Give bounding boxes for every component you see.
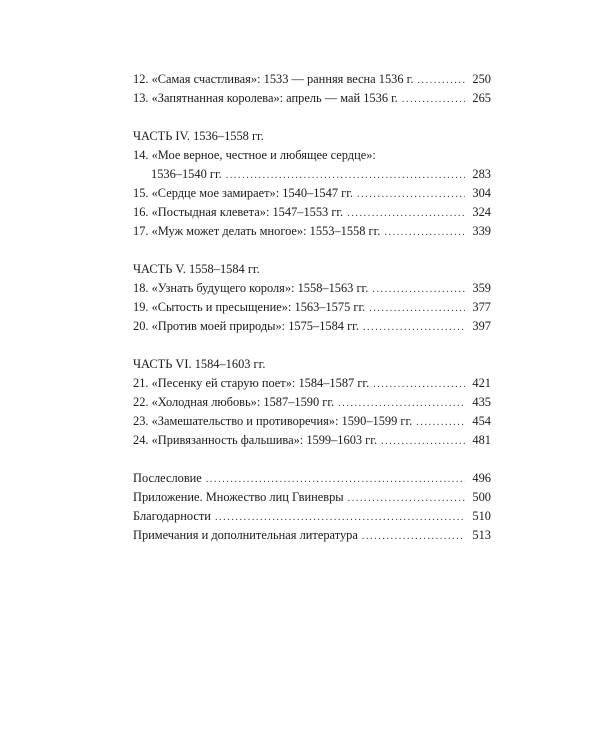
dot-leader (381, 432, 465, 451)
toc-entry-acknowledgements[interactable] (133, 507, 491, 526)
toc-entry-title: 13. «Запятнанная королева»: апрель — май 1536 г. (133, 91, 398, 105)
toc-entry-17[interactable] (133, 222, 491, 241)
toc-entry-page: 435 (472, 395, 491, 409)
toc-entry-title: 16. «Постыдная клевета»: 1547–1553 гг. (133, 205, 344, 219)
dot-leader (416, 413, 465, 432)
toc-entry-21[interactable] (133, 374, 491, 393)
dot-leader (215, 508, 465, 527)
toc-entry-title: Послесловие (133, 471, 202, 485)
toc-entry-title: 15. «Сердце мое замирает»: 1540–1547 гг. (133, 186, 353, 200)
toc-entry-14-line1[interactable] (133, 146, 491, 165)
toc-entry-20[interactable] (133, 317, 491, 336)
dot-leader (417, 71, 465, 90)
part-heading-4: ЧАСТЬ IV. 1536–1558 гг. (133, 129, 264, 143)
dot-leader (363, 318, 465, 337)
toc-entry-appendix[interactable] (133, 488, 491, 507)
toc-entry-title: Благодарности (133, 509, 211, 523)
toc-entry-18[interactable] (133, 279, 491, 298)
toc-entry-title: 17. «Муж может делать многое»: 1553–1558 гг. (133, 224, 381, 238)
part-heading-5: ЧАСТЬ V. 1558–1584 гг. (133, 262, 260, 276)
toc-entry-page: 421 (472, 376, 491, 390)
toc-entry-24[interactable] (133, 431, 491, 450)
dot-leader (384, 223, 465, 242)
dot-leader (347, 204, 465, 223)
toc-entry-14-line2[interactable] (133, 165, 491, 184)
toc-entry-title: 22. «Холодная любовь»: 1587–1590 гг. (133, 395, 335, 409)
toc-entry-title: 14. «Мое верное, честное и любящее сердце»: (133, 148, 376, 162)
toc-entry-page: 265 (472, 91, 491, 105)
toc-entry-page: 510 (472, 509, 491, 523)
dot-leader (226, 166, 465, 185)
toc-entry-title: Приложение. Множество лиц Гвиневры (133, 490, 344, 504)
toc-entry-19[interactable] (133, 298, 491, 317)
toc-entry-13[interactable] (133, 89, 491, 108)
toc-entry-page: 359 (472, 281, 491, 295)
dot-leader (373, 375, 465, 394)
dot-leader (357, 185, 465, 204)
toc-entry-page: 304 (472, 186, 491, 200)
toc-entry-page: 500 (472, 490, 491, 504)
toc-entry-page: 496 (472, 471, 491, 485)
toc-entry-page: 454 (472, 414, 491, 428)
dot-leader (362, 527, 465, 546)
toc-entry-title: 20. «Против моей природы»: 1575–1584 гг. (133, 319, 359, 333)
toc-entry-title: 21. «Песенку ей старую поет»: 1584–1587 гг. (133, 376, 370, 390)
toc-entry-page: 397 (472, 319, 491, 333)
dot-leader (372, 280, 465, 299)
toc-entry-page: 250 (472, 72, 491, 86)
dot-leader (402, 90, 465, 109)
toc-entry-afterword[interactable] (133, 469, 491, 488)
toc-entry-page: 324 (472, 205, 491, 219)
toc-entry-title-continued: 1536–1540 гг. (151, 167, 222, 181)
dot-leader (338, 394, 465, 413)
toc-entry-23[interactable] (133, 412, 491, 431)
toc-entry-title: 24. «Привязанность фальшива»: 1599–1603 гг. (133, 433, 378, 447)
toc-entry-notes[interactable] (133, 526, 491, 545)
toc-entry-title: 19. «Сытость и пресыщение»: 1563–1575 гг. (133, 300, 366, 314)
table-of-contents (133, 70, 491, 545)
toc-entry-title: 18. «Узнать будущего короля»: 1558–1563 гг. (133, 281, 369, 295)
toc-entry-22[interactable] (133, 393, 491, 412)
toc-entry-title: 12. «Самая счастливая»: 1533 — ранняя весна 1536 г. (133, 72, 414, 86)
dot-leader (348, 489, 465, 508)
toc-entry-16[interactable] (133, 203, 491, 222)
toc-entry-title: 23. «Замешательство и противоречия»: 1590–1599 гг. (133, 414, 413, 428)
toc-entry-page: 283 (472, 167, 491, 181)
toc-entry-page: 513 (472, 528, 491, 542)
dot-leader (206, 470, 465, 489)
toc-entry-page: 339 (472, 224, 491, 238)
toc-entry-page: 481 (472, 433, 491, 447)
dot-leader (369, 299, 465, 318)
toc-entry-15[interactable] (133, 184, 491, 203)
toc-entry-12[interactable] (133, 70, 491, 89)
part-heading-6: ЧАСТЬ VI. 1584–1603 гг. (133, 357, 266, 371)
toc-entry-title: Примечания и дополнительная литература (133, 528, 358, 542)
toc-entry-page: 377 (472, 300, 491, 314)
